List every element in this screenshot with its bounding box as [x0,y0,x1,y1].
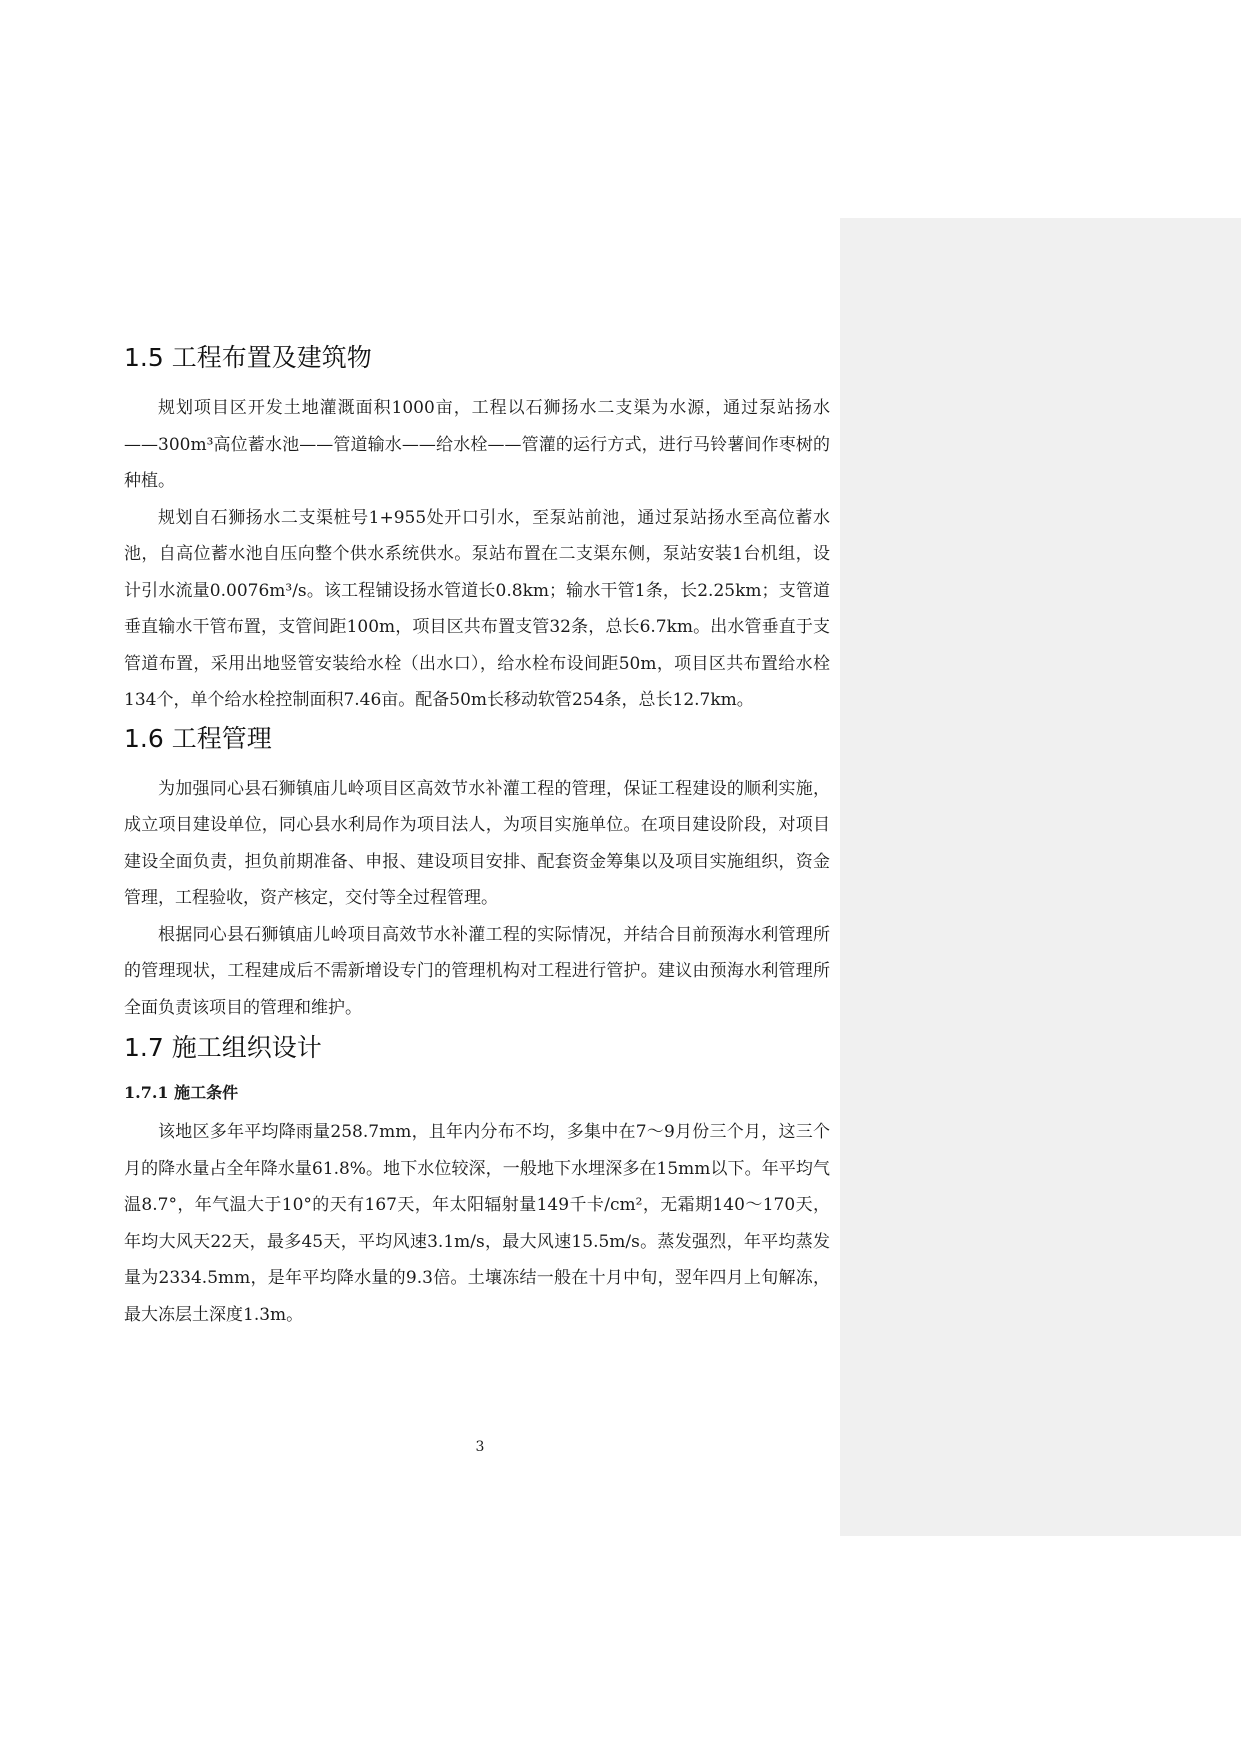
section-heading-1-6: 1.6 工程管理 [124,723,272,753]
paragraph: 该地区多年平均降雨量258.7mm，且年内分布不均，多集中在7～9月份三个月，这三个月的降水量占全年降水量61.8%。地下水位较深，一般地下水埋深多在15mm以下。年平均气温8.7°，年气温大于10°的天有167天，年太阳辐射量149千卡/cm²，无霜期140～170天，年均大风天22天，最多45天，平均风速3.1m/s，最大风速15.5m/s。蒸发强烈，年平均蒸发量为2334.5mm，是年平均降水量的9.3倍。土壤冻结一般在十月中旬，翌年四月上旬解冻，最大冻层土深度1.3m。 [124,1122,830,1325]
subsection-heading-1-7-1: 1.7.1 施工条件 [124,1083,239,1102]
section-heading-1-7: 1.7 施工组织设计 [124,1033,322,1062]
document-body [124,340,830,1333]
paragraph: 规划自石狮扬水二支渠桩号1+955处开口引水，至泵站前池，通过泵站扬水至高位蓄水池，自高位蓄水池自压向整个供水系统供水。泵站布置在二支渠东侧，泵站安装1台机组，设计引水流量0.0076m³/s。该工程铺设扬水管道长0.8km；输水干管1条，长2.25km；支管道垂直输水干管布置，支管间距100m，项目区共布置支管32条，总长6.7km。出水管垂直于支管道布置，采用出地竖管安装给水栓（出水口），给水栓布设间距50m，项目区共布置给水栓134个，单个给水栓控制面积7.46亩。配备50m长移动软管254条，总长12.7km。 [124,507,830,710]
paragraph: 为加强同心县石狮镇庙儿岭项目区高效节水补灌工程的管理，保证工程建设的顺利实施，成立项目建设单位，同心县水利局作为项目法人，为项目实施单位。在项目建设阶段，对项目建设全面负责，担负前期准备、申报、建设项目安排、配套资金筹集以及项目实施组织，资金管理，工程验收，资产核定，交付等全过程管理。 [124,778,830,908]
paragraph: 规划项目区开发土地灌溉面积1000亩，工程以石狮扬水二支渠为水源，通过泵站扬水——300m³高位蓄水池——管道输水——给水栓——管灌的运行方式，进行马铃薯间作枣树的种植。 [124,398,830,491]
section-heading-1-5: 1.5 工程布置及建筑物 [124,343,372,372]
page-number: 3 [475,1439,485,1455]
paragraph: 根据同心县石狮镇庙儿岭项目高效节水补灌工程的实际情况，并结合目前预海水利管理所的管理现状，工程建成后不需新增设专门的管理机构对工程进行管护。建议由预海水利管理所全面负责该项目的管理和维护。 [124,924,830,1018]
comment-pane [840,218,1241,1536]
